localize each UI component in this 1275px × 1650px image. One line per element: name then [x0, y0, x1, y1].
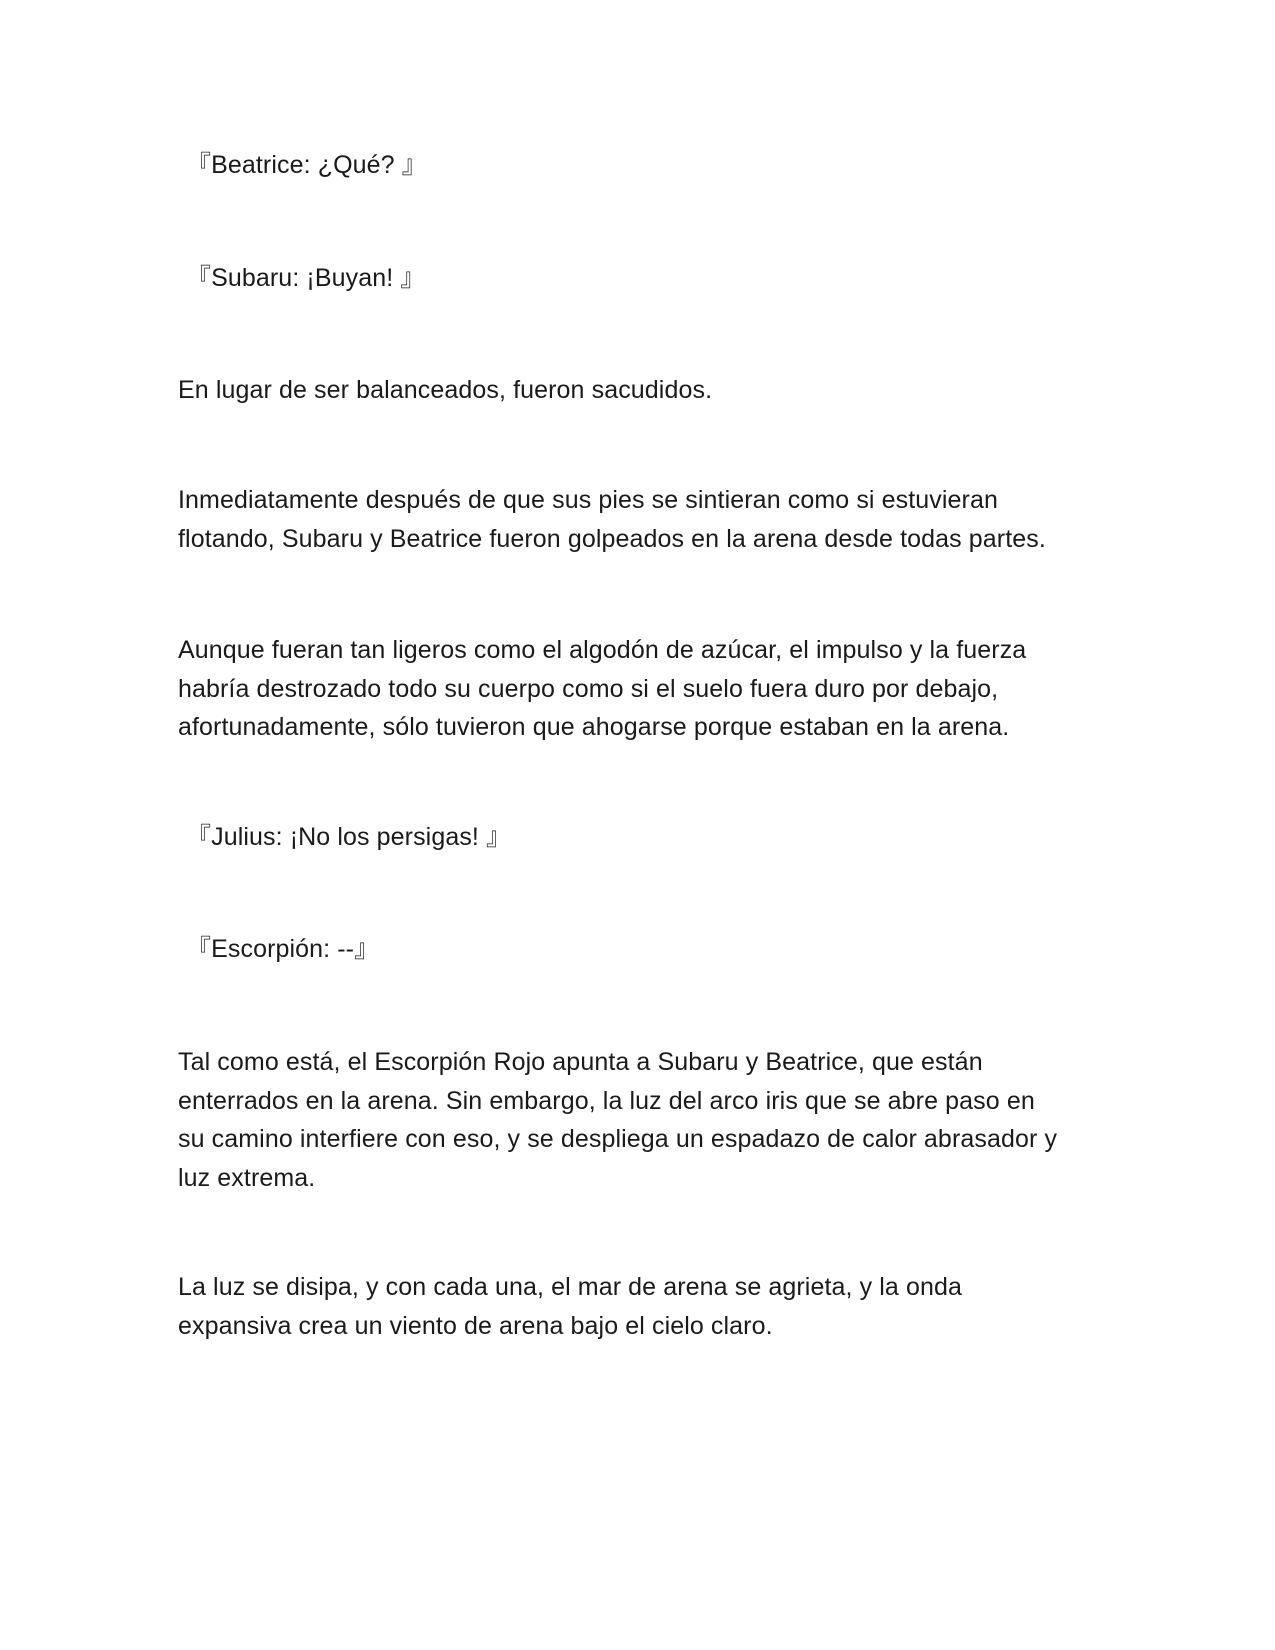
- dialogue-line: 『Beatrice: ¿Qué? 』: [186, 151, 427, 179]
- paragraph-line: Inmediatamente después de que sus pies se sintieran como si estuvieran: [178, 486, 998, 514]
- paragraph-2: [178, 481, 1108, 558]
- paragraph-line: flotando, Subaru y Beatrice fueron golpeados en la arena desde todas partes.: [178, 524, 1046, 553]
- paragraph-line: su camino interfiere con eso, y se despliega un espadazo de calor abrasador y: [178, 1125, 1058, 1153]
- dialogue-line: 『Subaru: ¡Buyan! 』: [186, 264, 426, 292]
- paragraph-line: La luz se disipa, y con cada una, el mar de arena se agrieta, y la onda: [178, 1273, 962, 1301]
- paragraph-line: luz extrema.: [178, 1163, 316, 1192]
- dialogue-line: 『Escorpión: --』: [186, 935, 380, 963]
- dialogue-line: 『Julius: ¡No los persigas! 』: [186, 823, 512, 851]
- paragraph-line: enterrados en la arena. Sin embargo, la luz del arco iris que se abre paso en: [178, 1086, 1035, 1115]
- dialogue-julius: [186, 818, 1116, 857]
- paragraph-line: En lugar de ser balanceados, fueron sacudidos.: [178, 376, 713, 404]
- paragraph-line: Aunque fueran tan ligeros como el algodón de azúcar, el impulso y la fuerza: [178, 636, 1027, 664]
- paragraph-5: [178, 1268, 1108, 1345]
- dialogue-subaru: [186, 259, 1116, 298]
- paragraph-line: afortunadamente, sólo tuvieron que ahogarse porque estaban en la arena.: [178, 713, 1010, 741]
- paragraph-line: expansiva crea un viento de arena bajo el cielo claro.: [178, 1311, 773, 1340]
- paragraph-line: Tal como está, el Escorpión Rojo apunta a Subaru y Beatrice, que están: [178, 1048, 983, 1076]
- dialogue-escorpion: [186, 930, 1116, 969]
- dialogue-beatrice: [186, 146, 1116, 185]
- paragraph-3: [178, 631, 1108, 747]
- paragraph-4: [178, 1043, 1108, 1197]
- paragraph-line: habría destrozado todo su cuerpo como si el suelo fuera duro por debajo,: [178, 674, 999, 703]
- paragraph-1: [178, 371, 1108, 410]
